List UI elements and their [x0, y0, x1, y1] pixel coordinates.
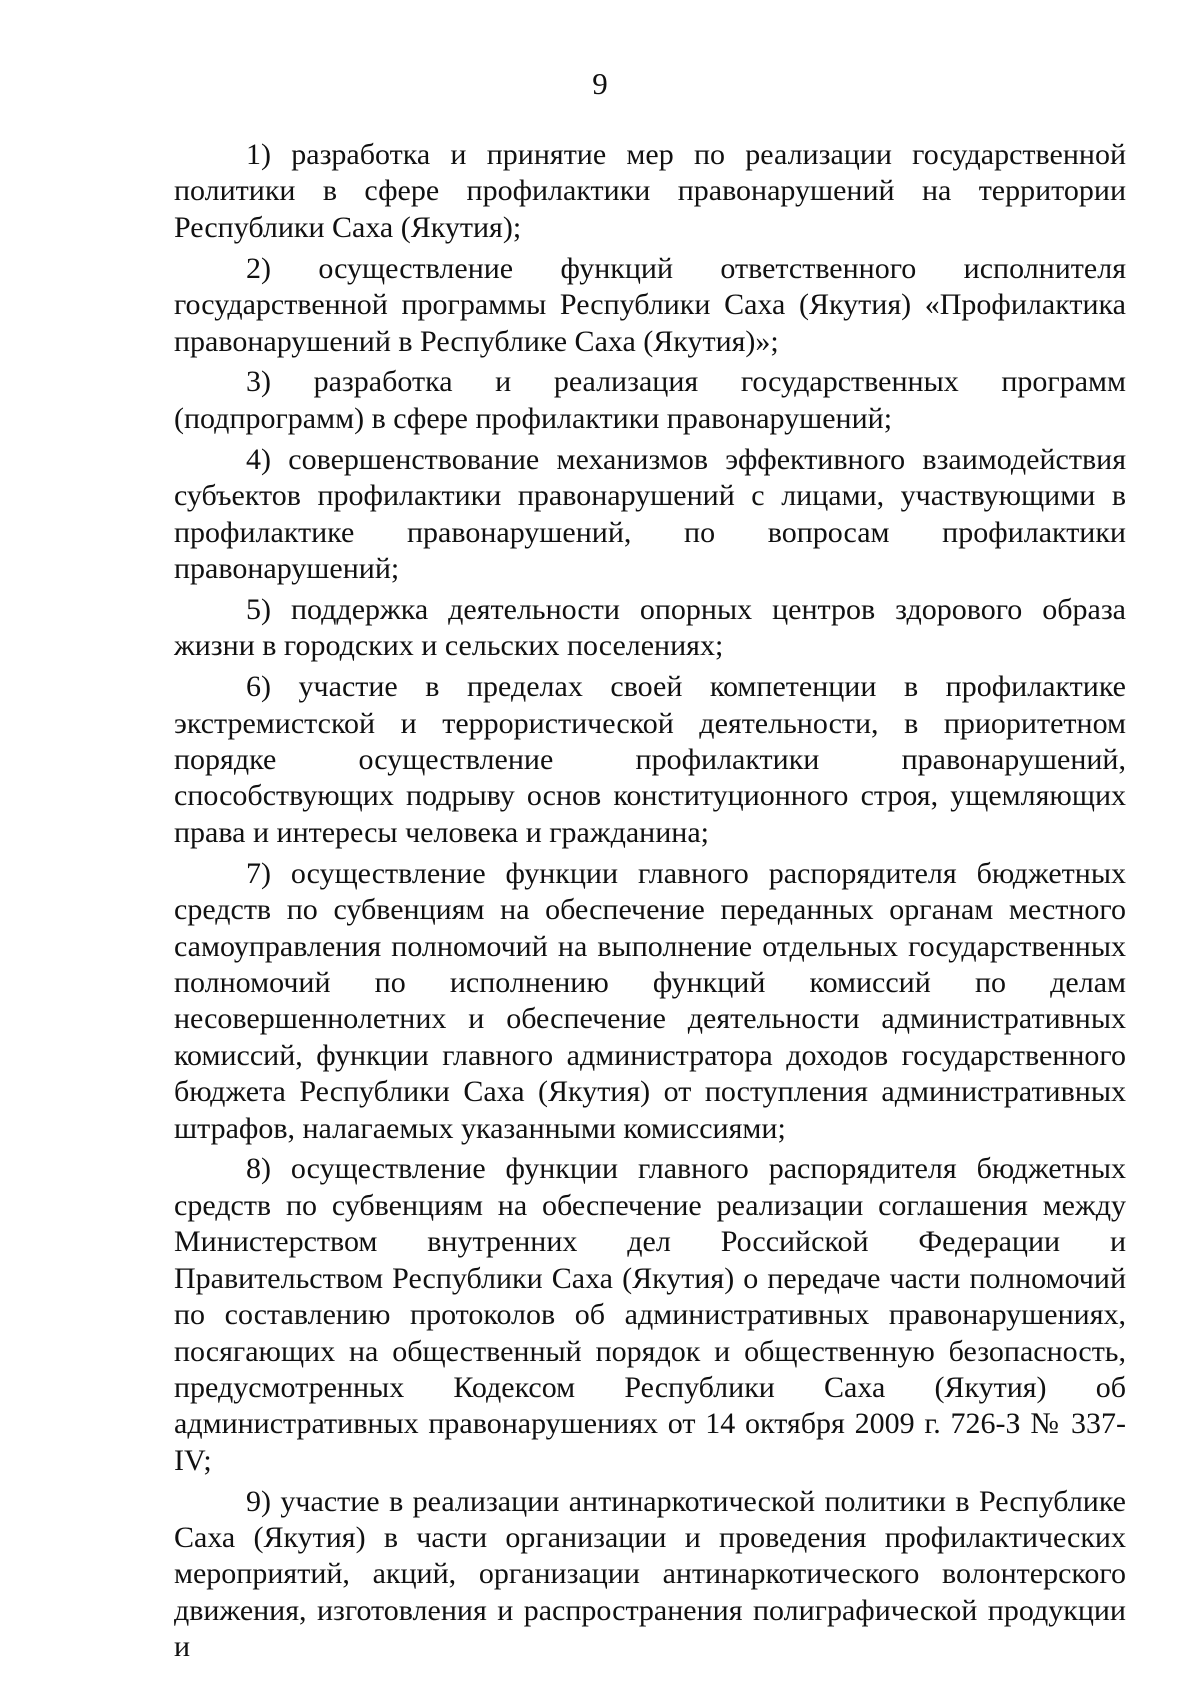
list-item: 3) разработка и реализация государственных программ (подпрограмм) в сфере профилактики правонарушений;	[174, 365, 1126, 435]
page-number: 9	[592, 66, 608, 101]
list-item: 5) поддержка деятельности опорных центров здорового образа жизни в городских и сельских поселениях;	[174, 592, 1126, 663]
list-item: 4) совершенствование механизмов эффективного взаимодействия субъектов профилактики правонарушений с лицами, участвующими в профилактике правонарушений, по вопросам профилактики правонарушений;	[174, 442, 1126, 585]
list-item: 9) участие в реализации антинаркотической политики в Республике Саха (Якутия) в части организации и проведения профилактических мероприятий, акций, организации антинаркотического волонтерского движения, изготовления и распространения полиграфической продукции и	[174, 1484, 1126, 1664]
list-item: 7) осуществление функции главного распорядителя бюджетных средств по субвенциям на обеспечение переданных органам местного самоуправления полномочий на выполнение отдельных государственных полномочий по исполнению функций комиссий по делам несовершеннолетних и обеспечение деятельности административных комиссий, функции главного администратора доходов государственного бюджета Республики Саха (Якутия) от поступления административных штрафов, налагаемых указанными комиссиями;	[174, 856, 1126, 1145]
document-body	[174, 137, 1126, 1670]
list-item: 2) осуществление функций ответственного исполнителя государственной программы Республики Саха (Якутия) «Профилактика правонарушений в Республике Саха (Якутия)»;	[174, 251, 1126, 358]
list-item: 6) участие в пределах своей компетенции в профилактике экстремистской и террористической деятельности, в приоритетном порядке осуществление профилактики правонарушений, способствующих подрыву основ конституционного строя, ущемляющих права и интересы человека и гражданина;	[174, 670, 1126, 849]
list-item: 8) осуществление функции главного распорядителя бюджетных средств по субвенциям на обеспечение реализации соглашения между Министерством внутренних дел Российской Федерации и Правительством Республики Саха (Якутия) о передаче части полномочий по составлению протоколов об административных правонарушениях, посягающих на общественный порядок и общественную безопасность, предусмотренных Кодексом Республики Саха (Якутия) об административных правонарушениях от 14 октября 2009 г. 726-З № 337-IV;	[174, 1152, 1126, 1477]
list-item: 1) разработка и принятие мер по реализации государственной политики в сфере профилактики правонарушений на территории Республики Саха (Якутия);	[174, 138, 1126, 244]
